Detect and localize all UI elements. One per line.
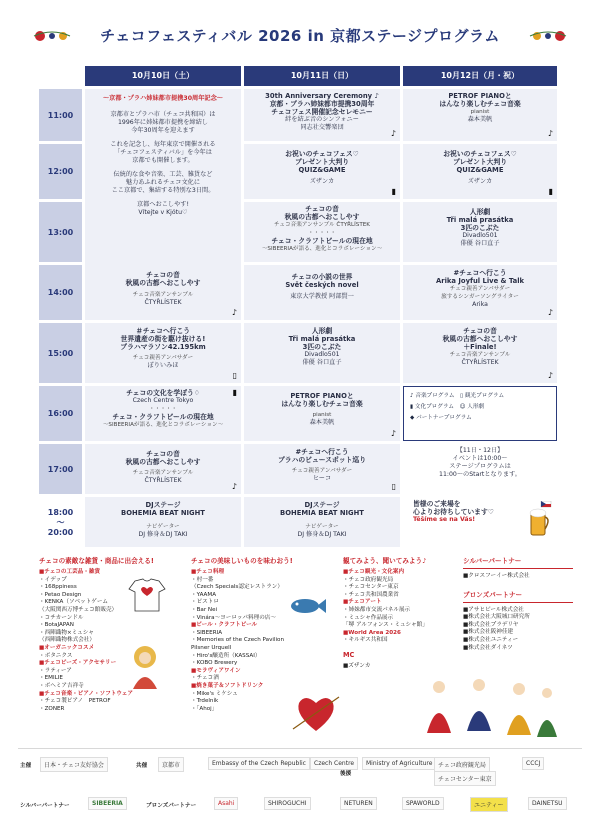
day-header-sat: 10月10日（土） [85,66,241,86]
program-sub: チェコ親善アンバサダー [449,286,511,292]
legend-label: 観光プログラム [464,393,505,399]
sun-1500-cell [244,323,400,383]
food-item: （Czech Specials認定レストラン） [191,584,283,591]
program-sub: チェコ親善アンバサダー [132,355,194,361]
legend-label: パートナープログラム [416,415,472,421]
goods-item: ・コチカーンドル [39,614,84,621]
sat-intro-line: 京都市とプラハ市（チェコ共和国）は [110,111,216,118]
mc-heading: MC [343,650,355,659]
program-title: チェコの音 [463,327,497,335]
goods-item: （西陣織物株式会社） [39,637,95,644]
program-sub: Divadlo501 [462,232,498,239]
goods-item: （大阪関西万博チェコ館販売） [39,606,118,613]
program-title: DJステージ [145,501,181,509]
goods-item: ・チェコ製ピアノ PETROF [39,698,111,705]
performer-name: DJ 修身＆DJ TAKI [138,531,188,538]
program-sub: ナビゲーター [146,524,180,530]
day-header-sun: 10月11日（日） [244,66,400,86]
goods-heading: チェコの素敵な雑貨・商品に出会える! [39,557,154,565]
program-title: DJステージ [304,501,340,509]
bronze-partner: ■株式会社大阪城口研究所 [463,614,530,621]
schedule-grid [39,66,561,547]
time-1200: 12:00 [39,144,82,199]
culture-item: ・キルギス共和国 [343,637,388,644]
luggage-icon: ▯ [391,482,396,491]
day-header-mon: 10月12日（月・祝） [403,66,557,86]
food-item: ・Bar Nei [191,606,218,613]
luggage-icon: ▯ [460,393,464,399]
mon-1700-note [403,444,557,494]
program-title: はんなり楽しむチェコ音楽 [281,400,363,408]
culture-item: ・チェコ共和国農業省 [343,591,399,598]
performer-name: 森本美帆 [309,419,335,426]
book-icon: ▮ [410,404,414,410]
program-title: お祝いのチェコフェス♡ [285,150,359,158]
program-title: Tři malá prasátka [446,216,514,224]
performer-name: 同志社交響楽団 [300,124,344,131]
food-item: ・ピストロ [191,599,219,606]
handshake-icon: ◆ [410,415,415,421]
goods-item: ・イデップ [39,576,67,583]
program-title: 人形劇 [469,208,491,216]
book-icon: ▮ [232,388,237,397]
time-1600: 16:00 [39,386,82,441]
dancers-illustration [409,673,559,743]
organizer-label: 主催 [20,763,32,769]
music-note-icon: ♪ [231,482,237,491]
sun-1800-cell [244,497,400,547]
luggage-icon: ▯ [232,371,237,380]
partners-column [463,555,573,652]
sat-intro-line: 1996年に姉妹都市提携を締結し [118,119,208,126]
goods-item: ■チェコの工芸品・雑貨 [39,569,101,575]
legend-cell [403,386,557,441]
music-note-icon: ♪ [547,308,553,317]
sat-intro-line: 今年30周年を迎えます [131,127,195,134]
note-line: 【11日・12日】 [456,447,504,454]
sponsor-logo: ユニティー [470,797,508,812]
food-item: ・Hiro's醸造所（KASSAI） [191,652,261,659]
culture-item: ■チェコ観光・文化案内 [343,569,405,575]
program-title: プラハマラソン42.195km [120,343,206,351]
sponsor-logo: NETUREN [340,797,377,810]
title-bar [0,18,600,54]
sun-1100-cell [244,89,400,141]
sponsor-logo: SIBEERIA [88,797,127,810]
heart-arrow-illustration [291,691,341,735]
page-title: チェコフェスティバル 2026 in 京都ステージプログラム [100,27,500,45]
sat-intro-line: 魅力あふれるチェコ文化に [125,179,201,186]
time-1700: 17:00 [39,444,82,494]
food-heading: チェコの美味しいものを味わおう! [191,557,293,565]
mon-1400-cell [403,265,557,320]
food-item: ・KOBO Brewery [191,660,238,667]
music-note-icon: ♪ [410,393,414,399]
sponsor-logo: SPAWORLD [402,797,444,810]
goods-item: ・ZONER [39,705,65,712]
culture-item: ■チェコアート [343,599,382,606]
sat-1500-cell [85,323,241,383]
program-legend [403,386,557,441]
sponsor-logo: SHIROGUCHI [264,797,311,810]
goods-item: ■オーガニックコスメ [39,644,95,651]
legend-label: 音楽プログラム [415,393,455,399]
mc-name: ■ズザンカ [343,662,371,669]
goods-item: ・ラティーア [39,667,72,674]
silver-partner: ■クロスフーイー株式会社 [463,573,530,579]
food-column [191,555,331,713]
culture-heading: 観てみよう、聞いてみよう♪ [343,557,427,565]
sponsor-logo: Ministry of Agriculture [362,757,436,770]
performer-name: Arika [472,301,488,308]
time-1800: 18:00 [47,507,74,517]
goods-item: ■チェコ音楽・ピアノ・ソフトウェア [39,690,133,697]
sat-1400-cell [85,265,241,320]
sat-intro-line: ここ京都で、集結する特別な3日間。 [111,187,215,194]
program-title: #チェコへ行こう [295,448,349,456]
folk-flower-ornament-left [32,28,72,44]
food-item: ・チェコ酒 [191,675,219,682]
sun-1200-cell [244,144,400,199]
time-1100: 11:00 [39,89,82,141]
goods-item: ・ボヘミア吉祥寺 [39,682,84,689]
sat-intro-line: 京都へおこしやす! [137,201,189,208]
program-title: QUIZ&GAME [298,166,346,174]
program-title: QUIZ&GAME [456,166,504,174]
food-item: ・YAAMA [191,591,217,598]
folk-flower-ornament-right [528,28,568,44]
sat-1800-cell [85,497,241,547]
program-title: BOHEMIA BEAT NIGHT [121,509,205,517]
goods-item: ・KENKA（ソベットゲーム [39,599,109,606]
music-note-icon: ♪ [547,129,553,138]
culture-column [343,555,453,671]
program-title: Tři malá prasátka [288,335,356,343]
sponsor-logo: Asahi [214,797,238,810]
program-title: チェコの音 [146,271,180,279]
program-title: チェコの文化を学ぼう♢ [126,389,200,397]
info-section [39,555,561,745]
program-title: 秋風の古都へおこしやす [125,279,201,287]
program-sub: チェコ音楽アンサンブル ČTYŘLÍSTEK [274,222,370,228]
mon-1800-message [403,497,557,547]
time-tilde: 〜 [56,517,65,527]
performer-name: ČTYŘLÍSTEK [461,359,499,366]
food-item: Pilsner Urquell [191,644,232,651]
tshirt-illustration [127,577,167,613]
program-sub: Divadlo501 [304,351,340,358]
food-item: ・村一番 [191,576,214,583]
bronze-partner-heading: ブロンズパートナー [463,590,523,599]
program-title: 秋風の古都へおこしやす [125,458,201,466]
sun-1700-cell [244,444,400,494]
performer-name: ズザンカ [467,178,493,185]
program-sub: Czech Centre Tokyo [132,397,194,404]
program-sub: チェコ音楽アンサンブル [132,292,194,298]
mucha-illustration [123,643,167,691]
legend-label: 人形劇 [467,404,485,410]
separator-dots: ・・・・・ [149,406,177,412]
food-item: ■チェコ料理 [191,569,225,575]
program-sub: pianist [470,109,490,115]
performer-name: 俳優 谷口直子 [460,240,500,247]
program-title: 秋風の古都へおこしやす [442,335,518,343]
program-title: PETROF PIANOと [448,92,512,100]
book-icon: ▮ [391,187,396,196]
performer-name: ぽりいみほ [147,362,179,369]
silver-partner-label: シルバーパートナー [20,803,70,809]
program-title: お祝いのチェコフェス♡ [443,150,517,158]
goods-item: ・BotaJAPAN [39,622,74,629]
note-line: イベントは10:00〜 [452,455,508,462]
bronze-partner-label: ブロンズパートナー [146,803,197,809]
bronze-partner: ■株式会社ダイネツ [463,644,513,651]
mon-1200-cell [403,144,557,199]
sponsor-logo: CCCJ [522,757,544,770]
support-label: 後援 [340,771,352,777]
food-item: ■モラヴィアワイン [191,667,241,674]
goods-item: ・ボタニクス [39,652,73,659]
time-2000: 20:00 [47,527,74,537]
sponsor-logo: 京都市 [158,757,184,772]
food-item: ・「Ahoj」 [191,705,218,712]
program-title: #チェコへ行こう [453,269,507,277]
program-title: チェコの小説の世界 [291,273,353,281]
culture-item: ・ミュシャ作品展示 [343,614,394,621]
sat-intro-cell [85,89,241,265]
program-sub: pianist [312,412,332,418]
sat-intro-line: Vítejte v Kjótu♡ [138,209,188,216]
sponsor-footer [18,748,582,832]
fish-illustration [287,595,327,617]
program-title: 30th Anniversary Ceremony ♪ [265,92,379,100]
sat-1600-cell [85,386,241,441]
sat-intro-line: 伝統的な食や音楽、工芸、雑貨など [113,171,213,178]
time-1400: 14:00 [39,265,82,320]
food-item: ・Trdelník [191,698,219,705]
sat-intro-line: 京都でも開催します。 [132,157,194,164]
food-item: ■ビール・クラフトビール [191,622,258,629]
program-title: Arika Joyful Live & Talk [435,277,525,285]
program-title: 3匹のこぶた [302,343,342,351]
sponsor-logo: 日本・チェコ友好協会 [40,757,108,772]
performer-name: ズザンカ [309,178,335,185]
goods-item: ・EMILIE [39,675,63,682]
sponsor-logo: チェコ政府観光局 [434,757,490,772]
music-note-icon: ♪ [231,308,237,317]
welcome-line: 皆様のご来場を [413,500,461,508]
program-title: はんなり楽しむチェコ音楽 [439,100,521,108]
program-title: PETROF PIANOと [290,392,354,400]
time-1300: 13:00 [39,202,82,262]
mon-1100-cell [403,89,557,141]
mon-1500-cell [403,323,557,383]
time-1500: 15:00 [39,323,82,383]
bronze-partner: ■アサヒビール株式会社 [463,606,524,613]
culture-item: ・チェコ政府観光局 [343,576,394,583]
program-sub: チェコ親善アンバサダー [291,468,353,474]
program-sub: 旅するシンガーソングライター [441,294,519,300]
sponsor-logo: チェコセンター東京 [434,771,496,786]
performer-name: ČTYŘLÍSTEK [144,477,182,484]
program-title: BOHEMIA BEAT NIGHT [280,509,364,517]
sun-1300-cell [244,202,400,262]
program-title: 秋風の古都へおこしやす [284,213,360,221]
cosponsor-label: 共催 [136,763,148,769]
time-1800-2000 [39,497,82,547]
sun-1600-cell [244,386,400,441]
performer-name: 俳優 谷口直子 [302,359,342,366]
sponsor-logo: Czech Centre [310,757,358,770]
silver-partner-heading: シルバーパートナー [463,557,522,565]
program-title: 京都・プラハ姉妹都市提携30周年 [269,100,375,108]
program-sub: 〜SIBEERIAが語る、進化とコラボレーション〜 [261,246,383,252]
program-sub: チェコ音楽アンサンブル [132,470,194,476]
culture-item: ・チェコセンター東京 [343,584,399,591]
program-sub: 〜SIBEERIAが語る、進化とコラボレーション〜 [102,422,224,428]
sun-1400-cell [244,265,400,320]
performer-name: ヒーコ [312,475,332,482]
goods-item: ・168ppiness [39,584,77,591]
goods-item: ■チェコビーズ・アクセサリー [39,660,117,667]
program-title: チェコの音 [146,450,180,458]
performer-name: DJ 修身＆DJ TAKI [297,531,347,538]
food-item: ・Mike's ミケシュ [191,690,238,697]
goods-item: ・西陣織物×ミュシャ [39,629,94,636]
note-line: ステージプログラムは [449,463,511,470]
sponsor-logo: Embassy of the Czech Republic [208,757,310,770]
program-title: 3匹のこぶた [460,224,500,232]
legend-label: 文化プログラム [414,404,454,410]
puppet-icon: ☺ [459,404,466,410]
program-title: チェコフェス開催記念セレモニー [271,108,373,116]
music-note-icon: ♪ [390,129,396,138]
program-sub: チェコ音楽アンサンブル [449,352,511,358]
program-title: ＃チェコへ行こう [135,327,191,335]
program-title: Svět českých novel [285,281,359,289]
welcome-line: 心よりお待ちしています♡ [413,508,494,516]
program-title: プレゼント大判り [294,158,350,166]
music-note-icon: ♪ [390,429,396,438]
bronze-partner: ■株式会社阪神佳建 [463,629,514,636]
program-title: 人形劇 [311,327,333,335]
separator-dots: ・・・・・ [308,230,336,236]
program-sub: ナビゲーター [305,524,339,530]
program-title: 世界遺産の街を駆け抜ける! [120,335,206,343]
food-item: ・SIBEERIA [191,629,223,636]
performer-name: 東京大学教授 阿部賢一 [290,293,354,300]
program-title: プラハのビュースポット巡り [277,456,367,464]
performer-name: ČTYŘLÍSTEK [144,299,182,306]
mon-1300-cell [403,202,557,262]
note-line: 11:00〜のStartとなります。 [439,471,521,478]
goods-column [39,555,179,713]
culture-item: ■World Area 2026 [343,629,401,636]
sat-1700-cell [85,444,241,494]
sponsor-logo: DAINETSU [528,797,567,810]
goods-item: ・Petao Design [39,591,82,598]
culture-item: ・姉妹都市交流パネル展示 [343,606,411,613]
program-title: チェコの音 [305,205,339,213]
music-note-icon: ♪ [547,371,553,380]
food-item: ・Vinára〜ヨーロッパ料理の店〜 [191,614,276,621]
food-item: ■焼き菓子＆ソフトドリンク [191,682,264,689]
food-item: ・Memories of the Czech Pavilion [191,637,285,644]
sat-intro-line: 「チェコフェスティバル」を今年は [114,149,212,156]
sat-intro-line: これを記念し、毎年東京で開催される [110,141,216,148]
culture-item: 「堺 アルフォンス・ミュシャ館」 [343,622,428,629]
bronze-partner: ■株式会社ユニティー [463,636,519,643]
book-icon: ▮ [548,187,553,196]
program-title: チェコ・クラフトビールの現在地 [271,237,373,245]
welcome-czech: Těšíme se na Vás! [413,516,476,523]
performer-name: 森本美帆 [467,116,493,123]
program-title: プレゼント大判り [452,158,508,166]
program-title: ＋Finale! [463,343,497,351]
beer-mug-icon [527,501,553,539]
bronze-partner: ■株式会社プラデリヤ [463,621,519,628]
program-title: チェコ・クラフトビールの現在地 [112,413,214,421]
sat-intro-title: 〜京都・プラハ姉妹都市提携30周年記念〜 [103,95,223,102]
program-sub: 絆を結ぶ音のシンフォニー [285,116,359,123]
